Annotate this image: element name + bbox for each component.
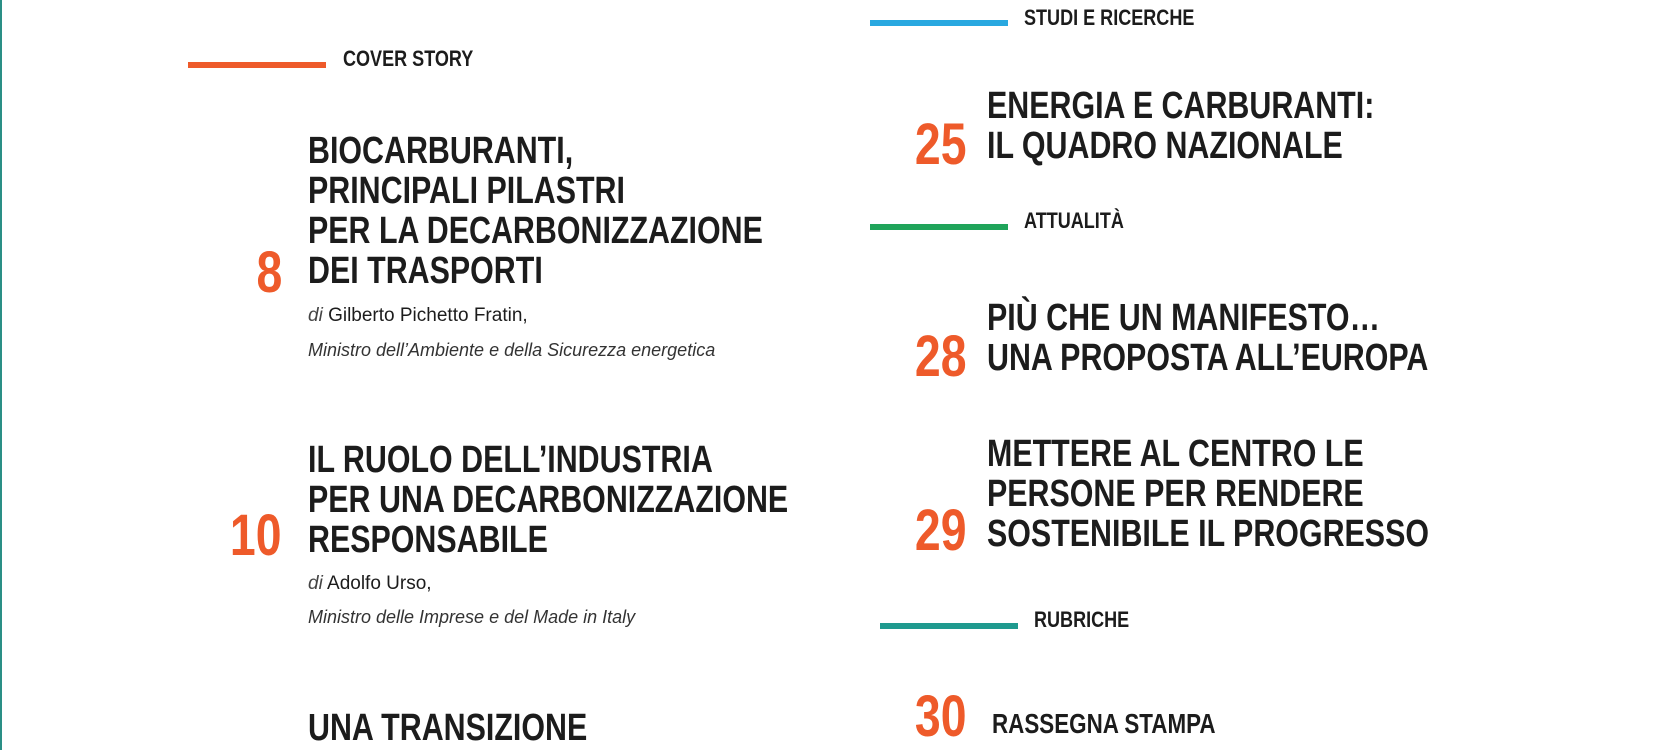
title-line: PER UNA DECARBONIZZAZIONE — [308, 479, 789, 521]
article-byline — [308, 305, 528, 327]
article-title-ruolo-industria[interactable] — [308, 440, 788, 560]
page-number-29[interactable]: 29 — [915, 498, 967, 563]
author-name: Adolfo Urso, — [327, 573, 432, 594]
section-label-rubriche: RUBRICHE — [1034, 607, 1130, 632]
page-number-30[interactable]: 30 — [915, 684, 967, 749]
title-line: PRINCIPALI PILASTRI — [308, 170, 625, 212]
page-number-28[interactable]: 28 — [915, 324, 967, 389]
article-byline — [308, 573, 432, 595]
title-line: UNA TRANSIZIONE — [308, 707, 588, 749]
section-label-studi-ricerche: STUDI E RICERCHE — [1024, 5, 1195, 30]
section-label-cover-story: COVER STORY — [343, 46, 474, 71]
title-line: IL QUADRO NAZIONALE — [987, 125, 1343, 167]
title-line: ENERGIA E CARBURANTI: — [987, 85, 1375, 127]
page-number-10[interactable]: 10 — [230, 503, 282, 568]
title-line: RESPONSABILE — [308, 519, 548, 561]
title-line: UNA PROPOSTA ALL’EUROPA — [987, 337, 1429, 379]
title-line: BIOCARBURANTI, — [308, 130, 574, 172]
title-line: PERSONE PER RENDERE — [987, 473, 1364, 515]
byline-di: di — [308, 305, 323, 326]
studi-ricerche-bar — [870, 20, 1008, 26]
article-title-transizione[interactable] — [308, 708, 587, 748]
byline-di: di — [308, 573, 323, 594]
title-line: SOSTENIBILE IL PROGRESSO — [987, 513, 1430, 555]
article-title-persone-progresso[interactable] — [987, 434, 1429, 554]
author-role: Ministro dell’Ambiente e della Sicurezza energetica — [308, 340, 716, 360]
title-line: PIÙ CHE UN MANIFESTO… — [987, 297, 1380, 339]
rubriche-bar — [880, 623, 1018, 629]
cover-story-bar — [188, 62, 326, 68]
article-title-rassegna-stampa[interactable]: RASSEGNA STAMPA — [992, 708, 1216, 739]
author-name: Gilberto Pichetto Fratin, — [328, 305, 528, 326]
article-title-biocarburanti[interactable] — [308, 131, 763, 291]
left-edge-line — [0, 0, 2, 750]
page-number-25[interactable]: 25 — [915, 112, 967, 177]
section-label-attualita: ATTUALITÀ — [1024, 208, 1124, 233]
attualita-bar — [870, 224, 1008, 230]
title-line: DEI TRASPORTI — [308, 250, 543, 292]
article-title-energia-carburanti[interactable] — [987, 86, 1374, 166]
title-line: IL RUOLO DELL’INDUSTRIA — [308, 439, 713, 481]
author-role: Ministro delle Imprese e del Made in Italy — [308, 607, 636, 627]
title-line: METTERE AL CENTRO LE — [987, 433, 1364, 475]
title-line: PER LA DECARBONIZZAZIONE — [308, 210, 763, 252]
page-number-8[interactable]: 8 — [256, 240, 282, 305]
article-title-manifesto[interactable] — [987, 298, 1428, 378]
